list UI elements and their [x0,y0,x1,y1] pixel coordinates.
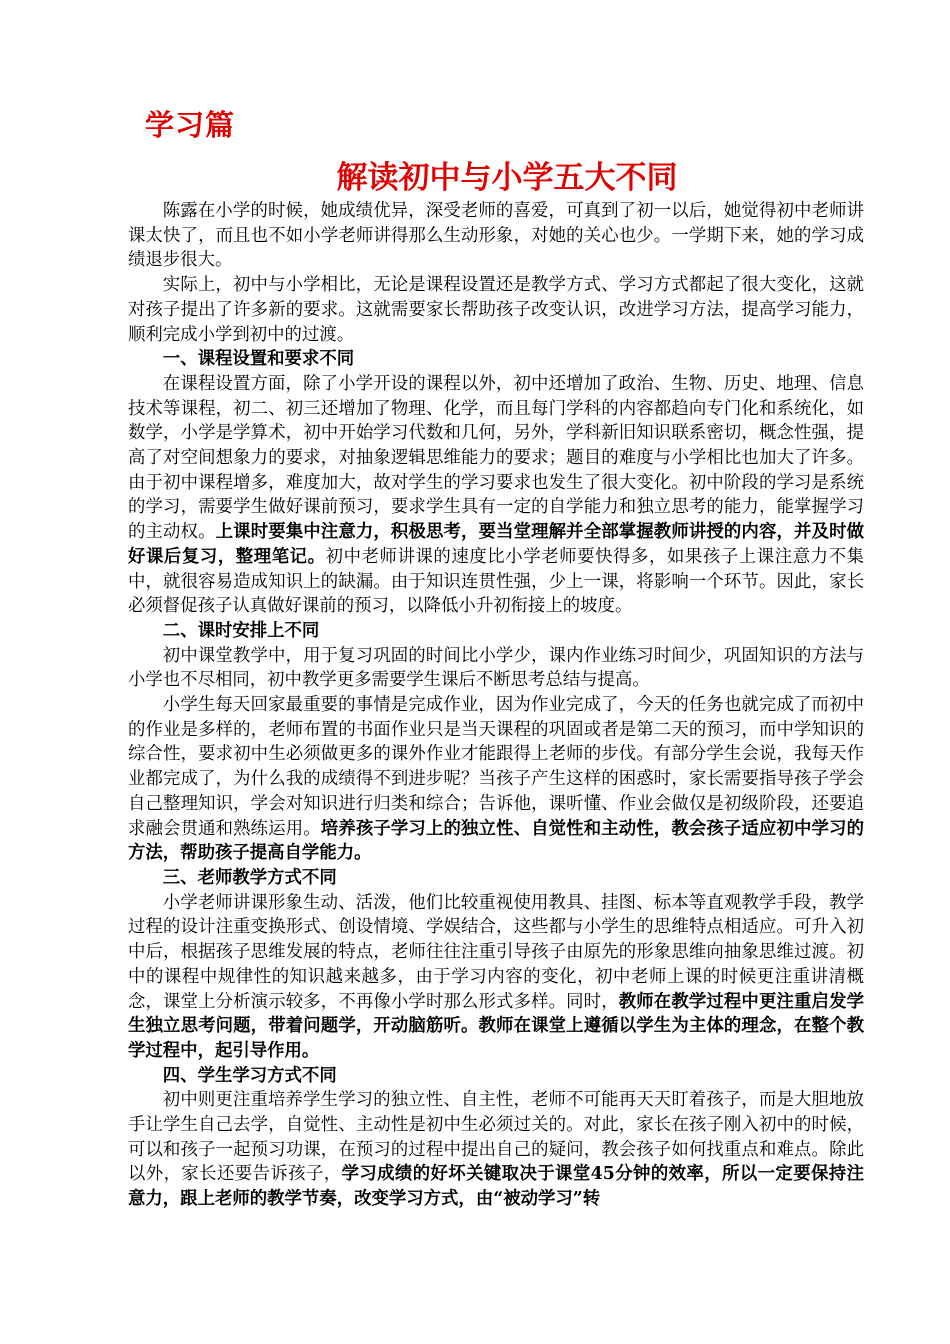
page-title: 解读初中与小学五大不同 [336,160,678,196]
section-2-paragraph-1: 初中课堂教学中，用于复习巩固的时间比小学少，课内作业练习时间少，巩固知识的方法与小学也不尽相同，初中教学更多需要学生课后不断思考总结与提高。 [128,645,864,691]
section-1-heading: 一、课程设置和要求不同 [162,349,355,370]
section-2-heading: 二、课时安排上不同 [162,620,320,641]
intro-paragraph-1: 陈露在小学的时候，她成绩优异，深受老师的喜爱，可真到了初一以后，她觉得初中老师讲课太快了，而且也不如小学老师讲得那么生动形象，对她的关心也少。一学期下来，她的学习成绩退步很大。 [128,201,864,271]
section-1-emphasis: 上课时要集中注意力，积极思考，要当堂理解并全部掌握教师讲授的内容，并及时做好课后复习，整理笔记。 [128,522,864,567]
section-4-emphasis: 学习成绩的好坏关键取决于课堂45分钟的效率，所以一定要保持注意力，跟上老师的教学节奏，改变学习方式，由“被动学习”转 [128,1164,864,1210]
section-4-heading: 四、学生学习方式不同 [162,1065,337,1086]
section-4-text-a: 初中则更注重培养学生学习的独立性、自主性，老师不可能再天天盯着孩子，而是大胆地放手让学生自己去学，自觉性、主动性是初中生必须过关的。对此，家长在孩子刚入初中的时候，可以和孩子一起预习功课，在预习的过程中提出自己的疑问，教会孩子如何找重点和难点。除此以外，家长还要告诉孩子， [128,1090,864,1185]
section-1-paragraph [128,372,864,619]
section-2-emphasis: 培养孩子学习上的独立性、自觉性和主动性，教会孩子适应初中学习的方法，帮助孩子提高自学能力。 [128,818,864,864]
section-4-paragraph [128,1088,864,1212]
article-body [128,199,864,1212]
section-3-paragraph [128,891,864,1064]
section-1-text-b: 初中老师讲课的速度比小学老师要快得多，如果孩子上课注意力不集中，就很容易造成知识上的缺漏。由于知识连贯性强，少上一课，将影响一个环节。因此，家长必须督促孩子认真做好课前的预习，以降低小升初衔接上的坡度。 [128,546,864,617]
section-2-text-a: 小学生每天回家最重要的事情是完成作业，因为作业完成了，今天的任务也就完成了而初中的作业是多样的，老师布置的书面作业只是当天课程的巩固或者是第二天的预习，而中学知识的综合性，要求初中生必须做更多的课外作业才能跟得上老师的步伐。有部分学生会说，我每天作业都完成了，为什么我的成绩得不到进步呢？当孩子产生这样的困惑时，家长需要指导孩子学会自己整理知识，学会对知识进行归类和综合；告诉他，课听懂、作业会做仅是初级阶段，还要追求融会贯通和熟练运用。 [128,695,864,839]
section-tag: 学习篇 [145,108,236,142]
section-1-text-a: 在课程设置方面，除了小学开设的课程以外，初中还增加了政治、生物、历史、地理、信息技术等课程，初二、初三还增加了物理、化学，而且每门学科的内容都趋向专门化和系统化，如数学，小学是学算术，初中开始学习代数和几何，另外，学科新旧知识联系密切，概念性强，提高了对空间想象力的要求，对抽象逻辑思维能力的要求；题目的难度与小学相比也加大了许多。由于初中课程增多，难度加大，故对学生的学习要求也发生了很大变化。初中阶段的学习是系统的学习，需要学生做好课前预习，要求学生具有一定的自学能力和独立思考的能力，能掌握学习的主动权。 [128,373,864,543]
section-3-emphasis: 教师在教学过程中更注重启发学生独立思考问题，带着问题学，开动脑筋听。教师在课堂上遵循以学生为主体的理念，在整个教学过程中，起引导作用。 [128,991,864,1061]
section-3-text-a: 小学老师讲课形象生动、活泼，他们比较重视使用教具、挂图、标本等直观教学手段，教学过程的设计注重变换形式、创设情境、学娱结合，这些都与小学生的思维特点相适应。可升入初中后，根据孩子思维发展的特点，老师往往注重引导孩子由原先的形象思维向抽象思维过渡。初中的课程中规律性的知识越来越多，由于学习内容的变化，初中老师上课的时候更注重讲清概念，课堂上分析演示较多，不再像小学时那么形式多样。同时， [128,892,864,1012]
section-3-heading: 三、老师教学方式不同 [162,867,337,888]
section-2-paragraph-2 [128,693,864,866]
intro-paragraph-2: 实际上，初中与小学相比，无论是课程设置还是教学方式、学习方式都起了很大变化，这就对孩子提出了许多新的要求。这就需要家长帮助孩子改变认识，改进学习方法，提高学习能力，顺利完成小学到初中的过渡。 [128,275,864,345]
